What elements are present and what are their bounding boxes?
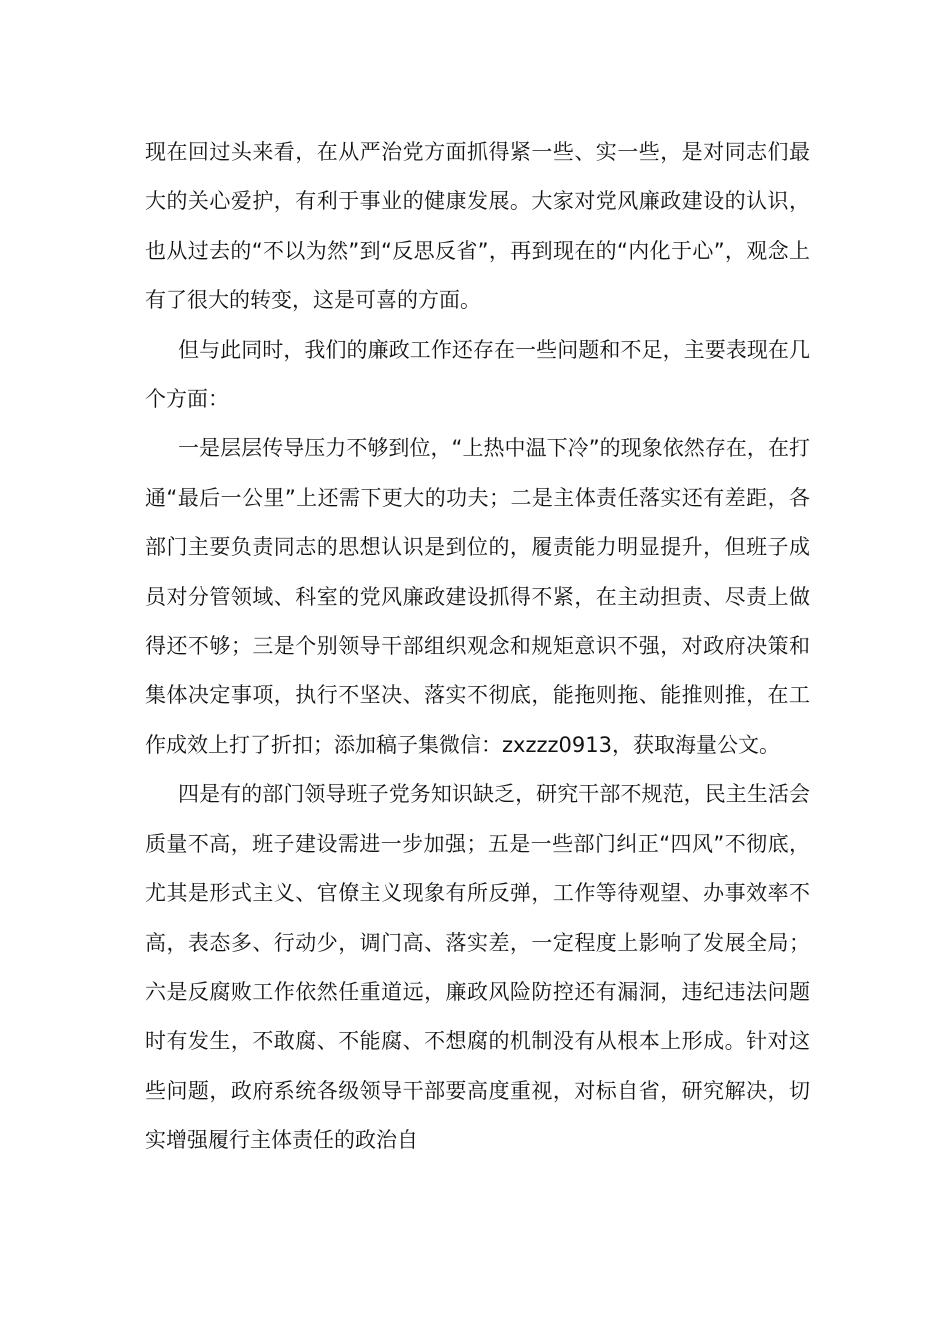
- document-body: [145, 128, 810, 1166]
- paragraph-3: 一是层层传导压力不够到位，“上热中温下冷”的现象依然存在，在打通“最后一公里”上还需下更大的功夫；二是主体责任落实还有差距，各部门主要负责同志的思想认识是到位的，履责能力明显提升，但班子成员对分管领域、科室的党风廉政建设抓得不紧，在主动担责、尽责上做得还不够；三是个别领导干部组织观念和规矩意识不强，对政府决策和集体决定事项，执行不坚决、落实不彻底，能拖则拖、能推则推，在工作成效上打了折扣；添加稿子集微信：zxzzz0913，获取海量公文。: [145, 436, 810, 757]
- paragraph-2: 但与此同时，我们的廉政工作还存在一些问题和不足，主要表现在几个方面：: [145, 337, 810, 412]
- paragraph-4: 四是有的部门领导班子党务知识缺乏，研究干部不规范，民主生活会质量不高，班子建设需进一步加强；五是一些部门纠正“四风”不彻底，尤其是形式主义、官僚主义现象有所反弹，工作等待观望、办事效率不高，表态多、行动少，调门高、落实差，一定程度上影响了发展全局；六是反腐败工作依然任重道远，廉政风险防控还有漏洞，违纪违法问题时有发生，不敢腐、不能腐、不想腐的机制没有从根本上形成。针对这些问题，政府系统各级领导干部要高度重视，对标自省，研究解决，切实增强履行主体责任的政治自: [145, 782, 810, 1153]
- paragraph-1: 现在回过头来看，在从严治党方面抓得紧一些、实一些，是对同志们最大的关心爱护，有利于事业的健康发展。大家对党风廉政建设的认识，也从过去的“不以为然”到“反思反省”，再到现在的“内化于心”，观念上有了很大的转变，这是可喜的方面。: [145, 140, 810, 313]
